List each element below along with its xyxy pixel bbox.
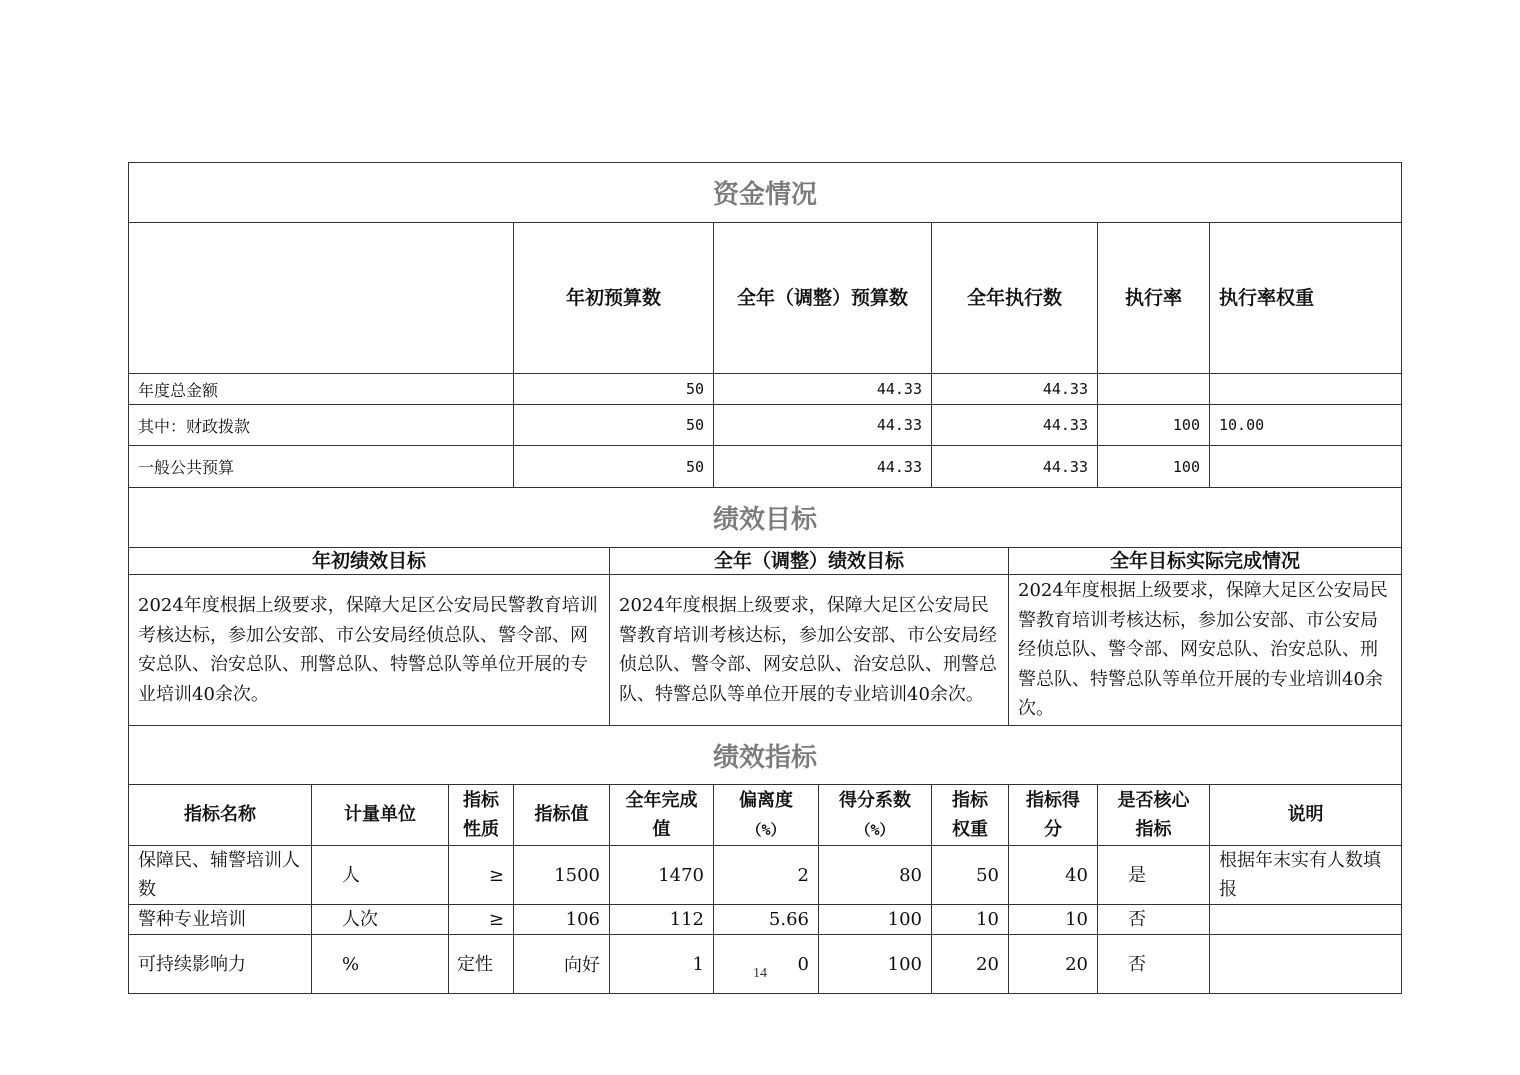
indicator-weight: 50 — [932, 846, 1009, 905]
header-initial-goal: 年初绩效目标 — [129, 548, 610, 575]
indicator-row — [129, 935, 1402, 994]
indicator-coef: 80 — [819, 846, 932, 905]
funds-rate: 100 — [1098, 405, 1210, 446]
indicator-row — [129, 905, 1402, 935]
performance-table — [128, 162, 1402, 994]
adjusted-goal-text: 2024年度根据上级要求，保障大足区公安局民警教育培训考核达标，参加公安部、市公安局经侦总队、警令部、网安总队、治安总队、刑警总队、特警总队等单位开展的专业培训40余次。 — [610, 575, 1009, 726]
funds-initial: 50 — [514, 446, 714, 488]
header-executed: 全年执行数 — [932, 223, 1098, 374]
indicator-unit: 人次 — [312, 905, 449, 935]
indicator-coef: 100 — [819, 935, 932, 994]
header-nature: 指标性质 — [449, 785, 514, 846]
indicators-section-title: 绩效指标 — [129, 726, 1402, 785]
header-adjusted-goal: 全年（调整）绩效目标 — [610, 548, 1009, 575]
header-actual: 全年完成值 — [610, 785, 714, 846]
header-rate-weight: 执行率权重 — [1210, 223, 1402, 374]
header-core: 是否核心指标 — [1098, 785, 1210, 846]
indicator-score: 40 — [1009, 846, 1098, 905]
funds-weight: 10.00 — [1210, 405, 1402, 446]
indicator-core: 否 — [1098, 935, 1210, 994]
indicator-core: 否 — [1098, 905, 1210, 935]
funds-initial: 50 — [514, 374, 714, 405]
funds-executed: 44.33 — [932, 446, 1098, 488]
header-deviation-label: 偏离度 — [739, 789, 793, 811]
header-coef-unit: （%） — [855, 820, 895, 839]
indicator-name: 保障民、辅警培训人数 — [129, 846, 312, 905]
indicator-target: 106 — [514, 905, 610, 935]
funds-weight — [1210, 374, 1402, 405]
indicator-deviation: 0 — [714, 935, 819, 994]
funds-row-label: 年度总金额 — [129, 374, 514, 405]
funds-row — [129, 405, 1402, 446]
funds-executed: 44.33 — [932, 374, 1098, 405]
funds-adjusted: 44.33 — [714, 446, 932, 488]
indicator-note — [1210, 935, 1402, 994]
indicator-target: 向好 — [514, 935, 610, 994]
indicator-unit: 人 — [312, 846, 449, 905]
indicator-name: 警种专业培训 — [129, 905, 312, 935]
indicator-core: 是 — [1098, 846, 1210, 905]
page-number: 14 — [753, 966, 767, 981]
indicator-note — [1210, 905, 1402, 935]
initial-goal-text: 2024年度根据上级要求，保障大足区公安局民警教育培训考核达标，参加公安部、市公安局经侦总队、警令部、网安总队、治安总队、刑警总队、特警总队等单位开展的专业培训40余次。 — [129, 575, 610, 726]
indicator-row — [129, 846, 1402, 905]
indicator-deviation: 2 — [714, 846, 819, 905]
funds-executed: 44.33 — [932, 405, 1098, 446]
goals-section-title: 绩效目标 — [129, 488, 1402, 548]
header-weight: 指标权重 — [932, 785, 1009, 846]
indicator-weight: 20 — [932, 935, 1009, 994]
header-indicator-name: 指标名称 — [129, 785, 312, 846]
indicator-nature: ≥ — [449, 846, 514, 905]
indicator-nature: ≥ — [449, 905, 514, 935]
header-exec-rate: 执行率 — [1098, 223, 1210, 374]
indicator-name: 可持续影响力 — [129, 935, 312, 994]
header-deviation — [714, 785, 819, 846]
header-coef-label: 得分系数 — [839, 789, 911, 811]
indicator-nature: 定性 — [449, 935, 514, 994]
indicator-actual: 1 — [610, 935, 714, 994]
funds-row-label: 一般公共预算 — [129, 446, 514, 488]
funds-weight — [1210, 446, 1402, 488]
header-actual-completion: 全年目标实际完成情况 — [1009, 548, 1402, 575]
indicator-target: 1500 — [514, 846, 610, 905]
header-score: 指标得分 — [1009, 785, 1098, 846]
indicator-score: 20 — [1009, 935, 1098, 994]
header-unit: 计量单位 — [312, 785, 449, 846]
funds-adjusted: 44.33 — [714, 374, 932, 405]
indicator-deviation: 5.66 — [714, 905, 819, 935]
actual-completion-text: 2024年度根据上级要求，保障大足区公安局民警教育培训考核达标，参加公安部、市公安局经侦总队、警令部、网安总队、治安总队、刑警总队、特警总队等单位开展的专业培训40余次。 — [1009, 575, 1402, 726]
funds-adjusted: 44.33 — [714, 405, 932, 446]
funds-rate — [1098, 374, 1210, 405]
funds-row-label: 其中：财政拨款 — [129, 405, 514, 446]
funds-initial: 50 — [514, 405, 714, 446]
indicator-actual: 1470 — [610, 846, 714, 905]
indicator-actual: 112 — [610, 905, 714, 935]
header-coef — [819, 785, 932, 846]
indicator-coef: 100 — [819, 905, 932, 935]
funds-row — [129, 446, 1402, 488]
indicator-unit: % — [312, 935, 449, 994]
funds-row — [129, 374, 1402, 405]
indicator-weight: 10 — [932, 905, 1009, 935]
funds-section-title: 资金情况 — [129, 163, 1402, 223]
header-target: 指标值 — [514, 785, 610, 846]
header-adjusted-budget: 全年（调整）预算数 — [714, 223, 932, 374]
funds-rate: 100 — [1098, 446, 1210, 488]
header-initial-budget: 年初预算数 — [514, 223, 714, 374]
indicator-note: 根据年末实有人数填报 — [1210, 846, 1402, 905]
funds-header-blank — [129, 223, 514, 374]
indicator-score: 10 — [1009, 905, 1098, 935]
header-deviation-unit: （%） — [746, 820, 786, 839]
header-note: 说明 — [1210, 785, 1402, 846]
